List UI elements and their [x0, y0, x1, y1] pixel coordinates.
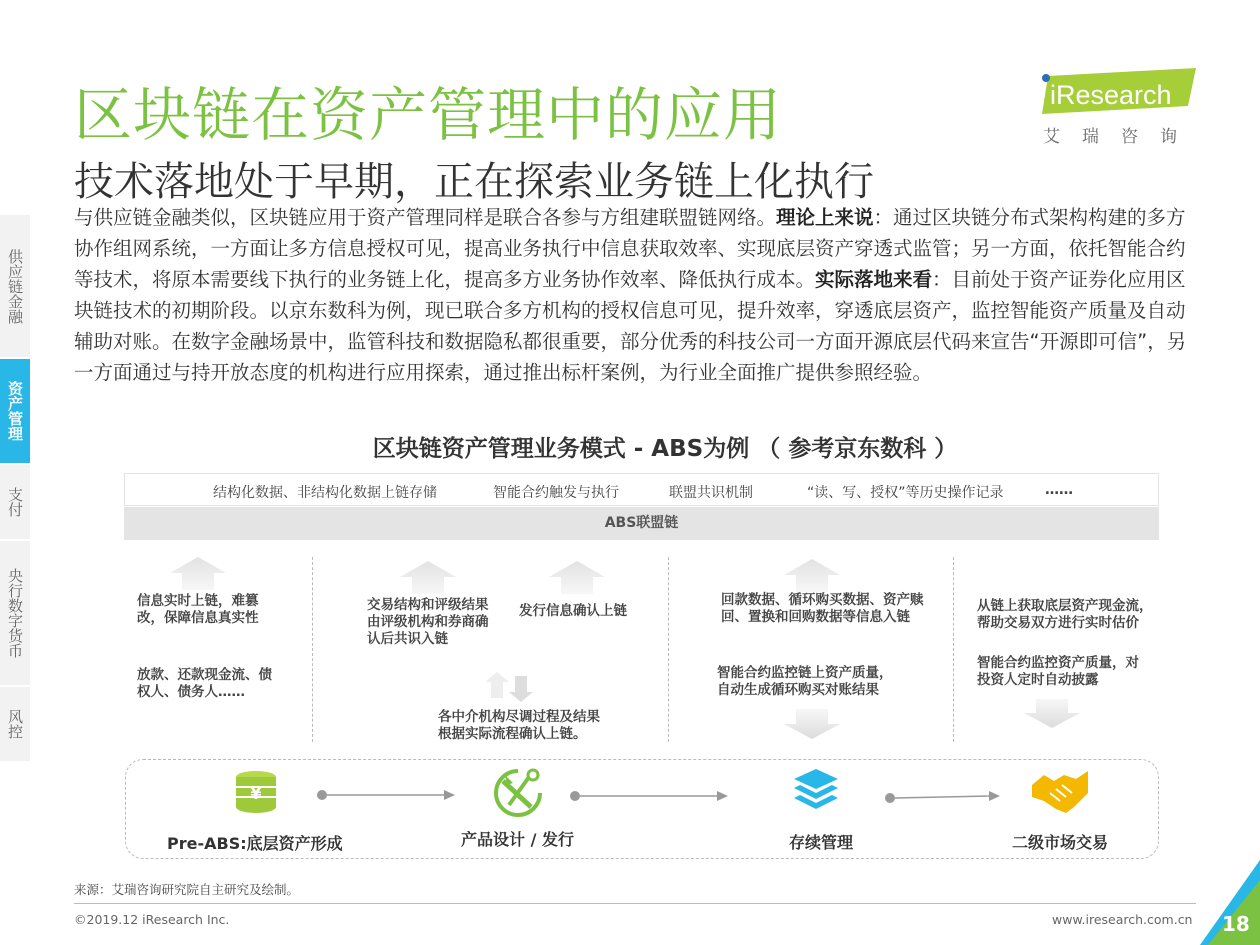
sidebar-item-label: 资产管理 [6, 381, 24, 441]
svg-text:¥: ¥ [250, 784, 262, 803]
chain-item: 结构化数据、非结构化数据上链存储 [213, 485, 437, 501]
page-subtitle: 技术落地处于早期，正在探索业务链上化执行 [74, 159, 874, 205]
flow-label: 存续管理 [789, 833, 854, 852]
sidebar-item-label: 央行数字货币 [6, 568, 24, 658]
chain-item: 联盟共识机制 [669, 485, 753, 501]
down-arrow-icon [509, 676, 533, 702]
para-bold-1: 理论上来说 [776, 206, 874, 229]
layers-icon [790, 766, 842, 818]
para-text-2: ：通过区块链分布式架构构建的多方协作组网系统，一方面让多方信息授权可见，提高业务执行中信息获取效率、实现底层资产穿透式监管；另一方面，依托智能合约等技术，将原本需要线下执行的业务链上化，提高多方业务协作效率、降低执行成本。 [74, 206, 1186, 291]
page-title: 区块链在资产管理中的应用 [74, 81, 783, 149]
copyright-text: ©2019.12 iResearch Inc. [74, 912, 230, 927]
up-arrow-icon [170, 557, 226, 590]
col1-top-text: 信息实时上链，难篡改，保障信息真实性 [137, 593, 259, 626]
col3-top-text: 回款数据、循环购买数据、资产赎回、置换和回购数据等信息入链 [721, 592, 924, 625]
col2-left-text: 交易结构和评级结果由评级机构和券商确认后共识入链 [367, 597, 489, 647]
para-text-3: ：目前处于资产证券化应用区块链技术的初期阶段。以京东数科为例，现已联合多方机构的授权信息可见，提升效率，穿透底层资产，监控智能资产质量及自动辅助对账。在数字金融场景中，监管科技和数据隐私都很重要，部分优秀的科技公司一方面开源底层代码来宣告“开源即可信”，另一方面通过与持开放态度的机构进行应用探索，通过推出标杆案例，为行业全面推广提供参照经验。 [74, 268, 1187, 384]
chain-item: 智能合约触发与执行 [493, 485, 619, 501]
logo-cn-text: 艾瑞咨询 [1043, 127, 1199, 147]
handshake-icon [1030, 767, 1090, 817]
sidebar-item-label: 供应链金融 [6, 248, 24, 324]
design-tools-icon [491, 765, 545, 817]
para-bold-2: 实际落地来看 [815, 268, 933, 291]
abs-consortium-chain-bar: ABS联盟链 [124, 507, 1159, 540]
col2-right-text: 发行信息确认上链 [519, 603, 627, 619]
logo-text: iResearch [1050, 80, 1172, 110]
website-link[interactable]: www.iresearch.com.cn [1052, 912, 1193, 927]
diagram-title: 区块链资产管理业务模式 - ABS为例 （ 参考京东数科 ） [372, 436, 958, 462]
chain-item: …… [1045, 482, 1073, 498]
page-number: 18 [1222, 912, 1250, 936]
flow-label: 二级市场交易 [1012, 833, 1109, 852]
coin-stack-icon [232, 769, 280, 817]
sidebar-item-label: 支付 [6, 487, 24, 517]
flow-label: 产品设计 / 发行 [461, 830, 574, 849]
down-arrow-icon [784, 709, 840, 739]
chain-item: “读、写、授权”等历史操作记录 [807, 485, 1004, 501]
source-note: 来源：艾瑞咨询研究院自主研究及绘制。 [74, 882, 300, 897]
down-arrow-icon [1024, 699, 1080, 728]
para-text-1: 与供应链金融类似，区块链应用于资产管理同样是联合各参与方组建联盟链网络。 [74, 206, 777, 229]
sidebar-item-label: 风控 [6, 709, 24, 739]
flow-label: Pre-ABS:底层资产形成 [167, 834, 343, 853]
up-arrow-icon [784, 559, 840, 592]
up-arrow-icon [485, 672, 509, 698]
col3-bottom-text: 智能合约监控链上资产质量，自动生成循环购买对账结果 [717, 665, 893, 698]
footer-divider [74, 903, 1196, 904]
up-arrow-icon [549, 561, 605, 594]
col2-bottom-text: 各中介机构尽调过程及结果根据实际流程确认上链。 [438, 709, 600, 742]
col4-top-text: 从链上获取底层资产现金流，帮助交易双方进行实时估价 [977, 598, 1153, 631]
col4-bottom-text: 智能合约监控资产质量，对投资人定时自动披露 [977, 655, 1139, 688]
col1-bottom-text: 放款、还款现金流、债权人、债务人…… [137, 667, 272, 700]
up-arrow-icon [400, 561, 456, 594]
